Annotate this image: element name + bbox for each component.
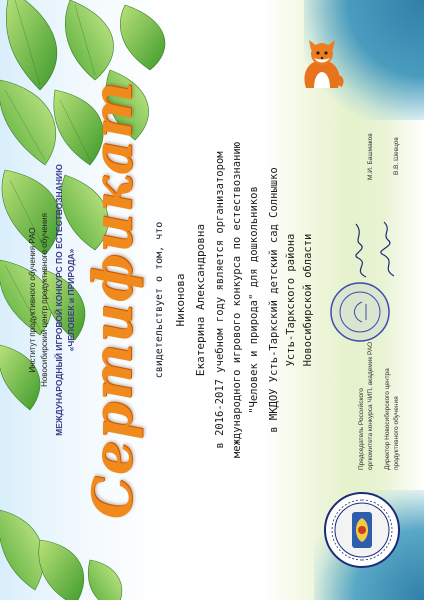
body-line-4: в МКДОУ Усть-Таркский детский сад Солнышко	[268, 167, 280, 433]
signer-1-name: М.И. Башмаков	[367, 133, 374, 180]
signer-2-role-line-1: Директор Новосибирского центра	[384, 368, 391, 470]
signer-1-role-line-1: Председатель Российского	[358, 388, 365, 470]
contest-name: «ЧЕЛОВЕК и ПРИРОДА»	[66, 248, 76, 352]
recipient-name: Екатерина Александровна	[194, 223, 207, 377]
intro-text: свидетельствует о том, что	[154, 221, 165, 379]
signer-2-role-line-2: продуктивного обучения	[393, 396, 400, 470]
institute-line: Институт продуктивного обучения РАО	[28, 227, 37, 373]
signature-1-mark	[348, 220, 374, 280]
body-line-2: международного игрового конкурса по естествознанию	[231, 141, 243, 459]
official-stamp	[328, 280, 392, 344]
center-line: Новосибирский центр продуктивного обучения	[40, 213, 49, 387]
signer-2-name: В.В. Шевцов	[393, 137, 400, 175]
certificate-text-block	[22, 20, 402, 580]
body-line-5: Усть-Таркского района	[285, 233, 297, 367]
signer-1-role-line-2: оргкомитета конкурса ЧИП, академик РАО	[367, 341, 374, 470]
recipient-surname: Никонова	[174, 273, 187, 327]
contest-title: МЕЖДУНАРОДНЫЙ ИГРОВОЙ КОНКУРС ПО ЕСТЕСТВОЗНАНИЮ	[54, 164, 64, 436]
contest-logo-seal	[322, 490, 402, 570]
body-line-3: "Человек и природа" для дошкольников	[248, 186, 260, 414]
body-line-1: в 2016-2017 учебном году является организатором	[214, 151, 226, 449]
certificate-title: Сертификат	[80, 80, 144, 520]
body-line-6: Новосибирской области	[302, 233, 314, 367]
signature-2-mark	[374, 220, 400, 280]
